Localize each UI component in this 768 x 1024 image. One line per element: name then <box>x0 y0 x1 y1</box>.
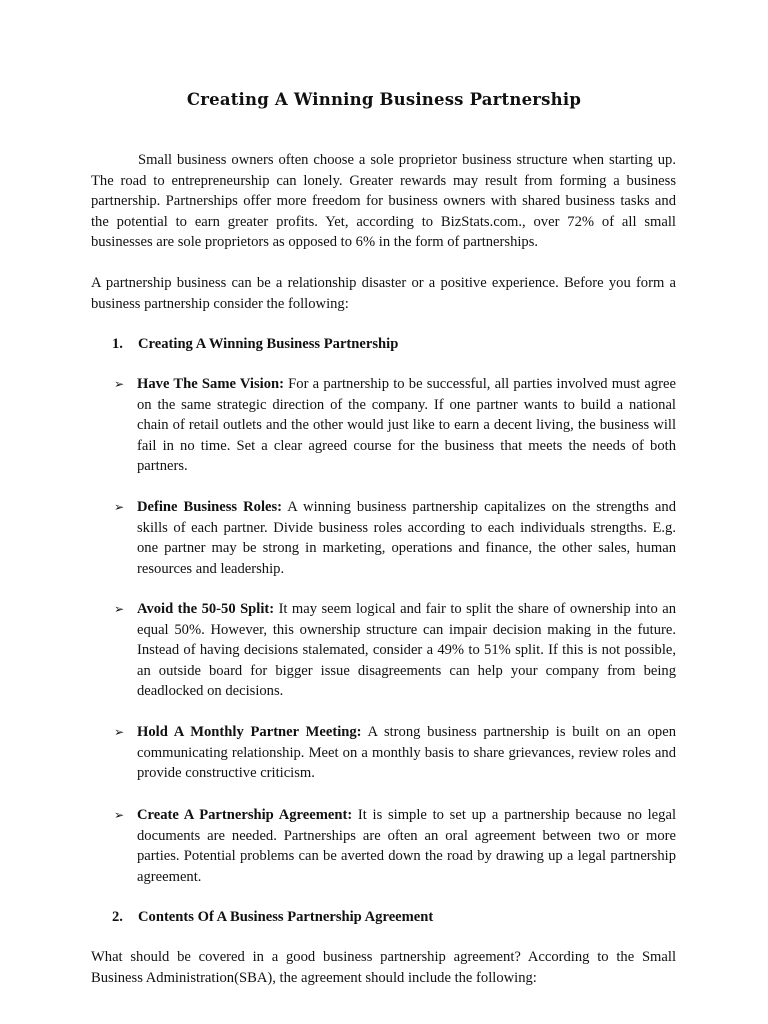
bullet-text: It may seem logical and fair to split the share of ownership into an equal 50%. However, this ownership structure can impair decision making in the future. Instead of having decisions stalemated, consider a 49% to 51% split. If this is not possible, an outside board for bigger issue disagreements can help your company from being deadlocked on decisions. <box>137 601 676 700</box>
section-title: Creating A Winning Business Partnership <box>138 336 399 352</box>
bullet-content <box>137 599 676 702</box>
bullet-content <box>137 497 676 579</box>
bullet-text: A strong business partnership is built on an open communicating relationship. Meet on a monthly basis to share grievances, review roles and provide constructive criticism. <box>137 724 676 782</box>
section-heading-2 <box>112 907 433 927</box>
bullet-item-avoid-split <box>114 599 676 702</box>
bullet-item-same-vision <box>114 374 676 477</box>
arrow-bullet-icon: ➢ <box>114 725 125 739</box>
section-title: Contents Of A Business Partnership Agreement <box>138 909 434 925</box>
bullet-text: For a partnership to be successful, all parties involved must agree on the same strategic direction of the company. If one partner wants to build a national chain of retail outlets and the other would just like to earn a decent living, the business will fail in no time. Set a clear agreed course for the business that meets the needs of both partners. <box>137 376 676 475</box>
bullet-term: Define Business Roles: <box>137 499 283 515</box>
section-number: 2. <box>112 909 123 925</box>
bullet-content <box>137 374 676 477</box>
bullet-content <box>137 722 676 784</box>
second-paragraph: A partnership business can be a relationship disaster or a positive experience. Before you form a business partnership consider the following: <box>91 275 676 312</box>
arrow-bullet-icon: ➢ <box>114 602 125 616</box>
section-heading-1 <box>112 334 398 354</box>
arrow-bullet-icon: ➢ <box>114 500 125 514</box>
bullet-term: Create A Partnership Agreement: <box>137 807 353 823</box>
document-title: Creating A Winning Business Partnership <box>186 90 582 109</box>
bullet-text: A winning business partnership capitalizes on the strengths and skills of each partner. Divide business roles according to each individuals strengths. E.g. one partner may be strong in marketing, operations and finance, the other sales, human resources and leadership. <box>137 499 677 577</box>
section-number: 1. <box>112 336 123 352</box>
bullet-term: Hold A Monthly Partner Meeting: <box>137 724 362 740</box>
bullet-content <box>137 805 676 887</box>
bullet-item-partnership-agreement <box>114 805 676 887</box>
bullet-text: It is simple to set up a partnership because no legal documents are needed. Partnerships are often an oral agreement between two or more parties. Potential problems can be averted down the road by drawing up a legal partnership agreement. <box>137 807 676 885</box>
arrow-bullet-icon: ➢ <box>114 808 125 822</box>
arrow-bullet-icon: ➢ <box>114 377 125 391</box>
intro-paragraph: Small business owners often choose a sole proprietor business structure when starting up. The road to entrepreneurship can lonely. Greater rewards may result from forming a business partnership. Partnerships offer more freedom for business owners with shared business tasks and the potential to earn greater profits. Yet, according to BizStats.com., over 72% of all small businesses are sole proprietors as opposed to 6% in the form of partnerships. <box>91 152 676 251</box>
bullet-item-business-roles <box>114 497 676 579</box>
bullet-term: Have The Same Vision: <box>137 376 284 392</box>
bullet-term: Avoid the 50-50 Split: <box>137 601 275 617</box>
bullet-item-monthly-meeting <box>114 722 676 784</box>
closing-paragraph: What should be covered in a good business partnership agreement? According to the Small Business Administration(SBA), the agreement should include the following: <box>91 949 676 986</box>
